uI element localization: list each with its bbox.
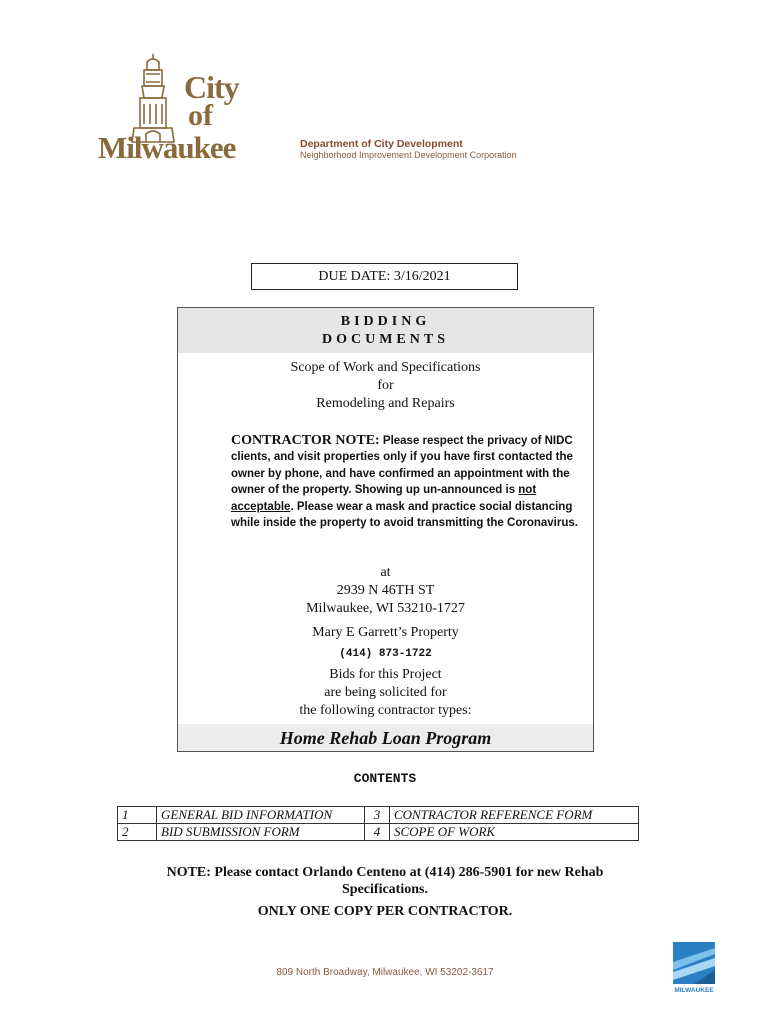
solicit-line1: Bids for this Project [329, 667, 442, 682]
table-row [118, 807, 639, 824]
rehab-contact-note [100, 864, 670, 898]
solicit-line3: the following contractor types: [299, 703, 472, 718]
contents-item: CONTRACTOR REFERENCE FORM [390, 807, 639, 824]
contents-title: CONTENTS [353, 771, 417, 786]
bidding-title-line1: BIDDING [340, 314, 431, 329]
program-title: Home Rehab Loan Program [279, 728, 492, 748]
department-name: Department of City Development [300, 138, 463, 150]
milwaukee-wave-icon [670, 940, 718, 994]
solicitation-text [178, 666, 593, 720]
contents-number: 2 [118, 824, 157, 841]
milwaukee-logo-text: MILWAUKEE [674, 987, 714, 994]
location-at: at [380, 565, 391, 580]
contents-table [117, 806, 639, 841]
contractor-note-text2: . Please wear a mask and practice social distancing while inside the property to avoid transmitting the Coronavirus. [231, 500, 578, 530]
corporation-name: Neighborhood Improvement Development Corporation [300, 150, 517, 160]
scope-line1: Scope of Work and Specifications [290, 360, 481, 375]
contact-note-line1: NOTE: Please contact Orlando Centeno at (414) 286-5901 for new Rehab [166, 865, 604, 880]
milwaukee-logo [670, 940, 718, 994]
contact-note-line2: Specifications. [342, 882, 428, 897]
contractor-note-lead: CONTRACTOR NOTE: [231, 433, 380, 448]
contents-item: GENERAL BID INFORMATION [157, 807, 365, 824]
contents-number: 1 [118, 807, 157, 824]
property-phone: (414) 873-1722 [339, 648, 432, 660]
property-owner: Mary E Garrett’s Property [312, 625, 459, 640]
solicit-line2: are being solicited for [324, 685, 447, 700]
scope-line3: Remodeling and Repairs [316, 396, 455, 411]
scope-line2: for [377, 378, 394, 393]
bidding-title-line2: DOCUMENTS [321, 332, 449, 347]
contractor-note-emphasis: not acceptable [231, 484, 537, 513]
table-row [118, 824, 639, 841]
one-copy-note: ONLY ONE COPY PER CONTRACTOR. [257, 904, 513, 919]
bidding-documents-title [178, 313, 593, 349]
scope-heading [178, 359, 593, 413]
contents-item: BID SUBMISSION FORM [157, 824, 365, 841]
contents-number: 3 [365, 807, 390, 824]
logo-milwaukee-text: Milwaukee [98, 130, 236, 165]
logo-of-text: of [188, 99, 213, 132]
contents-item: SCOPE OF WORK [390, 824, 639, 841]
contractor-note [231, 433, 581, 531]
property-location [178, 564, 593, 618]
location-street: 2939 N 46TH ST [336, 583, 435, 598]
office-address: 809 North Broadway, Milwaukee, WI 53202-3617 [276, 967, 494, 978]
contractor-note-text1: Please respect the privacy of NIDC clients, and visit properties only if you have first contacted the owner by phone, and have confirmed an appointment with the owner of the property. Showing up un-announced is [231, 435, 573, 497]
due-date-box: DUE DATE: 3/16/2021 [251, 263, 518, 290]
contents-number: 4 [365, 824, 390, 841]
logo-city-text: City [184, 69, 239, 105]
city-logo [98, 46, 244, 174]
location-city: Milwaukee, WI 53210-1727 [306, 601, 465, 616]
